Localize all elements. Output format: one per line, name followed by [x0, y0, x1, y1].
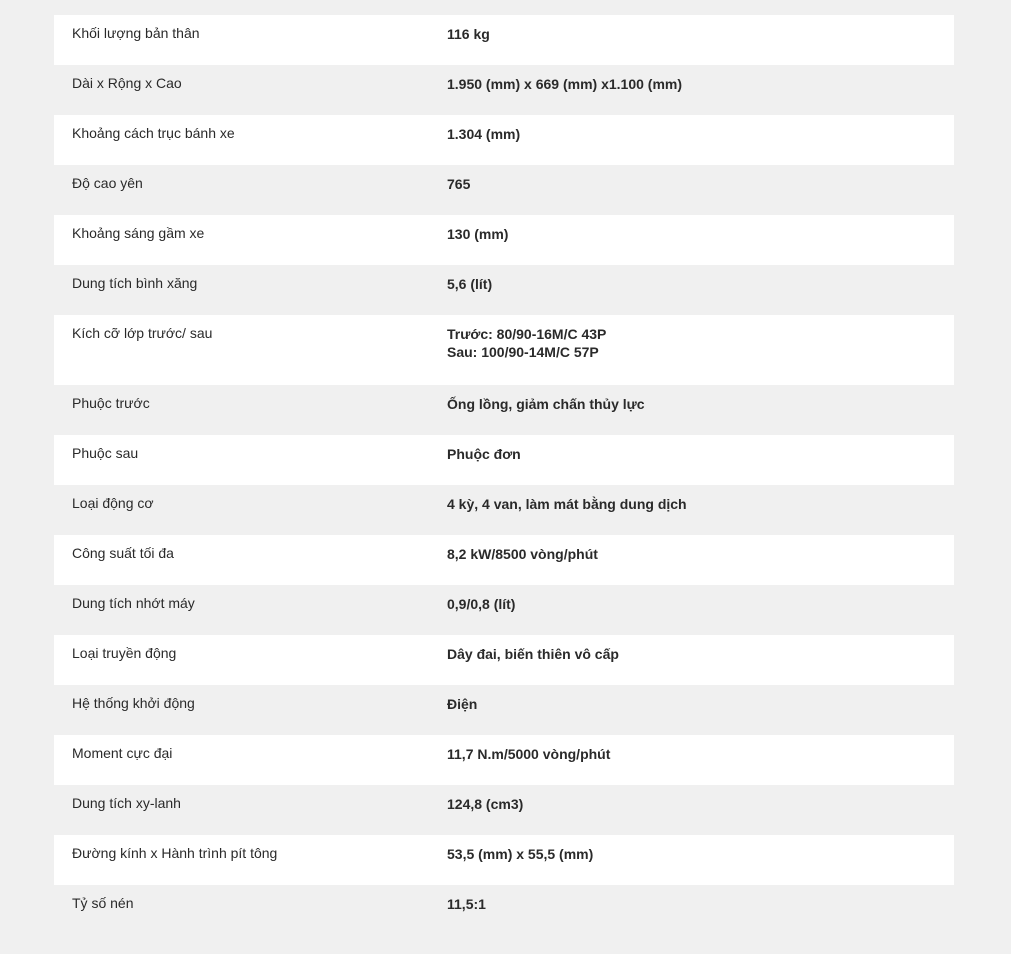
spec-row	[54, 435, 954, 485]
spec-row	[54, 115, 954, 165]
spec-row	[54, 385, 954, 435]
spec-label: Loại truyền động	[72, 645, 177, 661]
spec-row	[54, 735, 954, 785]
spec-value-line: Sau: 100/90-14M/C 57P	[447, 344, 599, 360]
spec-value: Điện	[447, 696, 478, 712]
spec-value: 0,9/0,8 (lít)	[447, 596, 516, 612]
spec-value: 116 kg	[447, 26, 490, 42]
spec-value: 53,5 (mm) x 55,5 (mm)	[447, 846, 594, 862]
spec-label: Dung tích bình xăng	[72, 275, 198, 291]
spec-value: Phuộc đơn	[447, 446, 521, 462]
spec-row	[54, 635, 954, 685]
spec-label: Khối lượng bản thân	[72, 25, 200, 41]
spec-value: 1.950 (mm) x 669 (mm) x1.100 (mm)	[447, 76, 682, 92]
spec-label: Công suất tối đa	[72, 545, 174, 561]
spec-table	[54, 15, 954, 935]
spec-value: Ống lồng, giảm chấn thủy lực	[447, 396, 645, 412]
spec-label: Tỷ số nén	[72, 895, 134, 911]
spec-row	[54, 315, 954, 385]
spec-value	[447, 325, 606, 361]
spec-value: 4 kỳ, 4 van, làm mát bằng dung dịch	[447, 496, 687, 512]
spec-label: Dung tích xy-lanh	[72, 795, 181, 811]
spec-label: Đường kính x Hành trình pít tông	[72, 845, 278, 861]
spec-value: 11,7 N.m/5000 vòng/phút	[447, 746, 611, 762]
spec-label: Kích cỡ lớp trước/ sau	[72, 325, 213, 341]
spec-row	[54, 885, 954, 935]
spec-row	[54, 585, 954, 635]
spec-value: 8,2 kW/8500 vòng/phút	[447, 546, 598, 562]
spec-row	[54, 15, 954, 65]
spec-row	[54, 685, 954, 735]
spec-label: Khoảng cách trục bánh xe	[72, 125, 235, 141]
spec-label: Dài x Rộng x Cao	[72, 75, 182, 91]
spec-value: 765	[447, 176, 471, 192]
spec-row	[54, 165, 954, 215]
spec-row	[54, 485, 954, 535]
spec-value-line: Trước: 80/90-16M/C 43P	[447, 326, 607, 342]
spec-value: Dây đai, biến thiên vô cấp	[447, 646, 619, 662]
spec-label: Phuộc trước	[72, 395, 150, 411]
spec-row	[54, 535, 954, 585]
spec-label: Độ cao yên	[72, 175, 143, 191]
spec-label: Dung tích nhớt máy	[72, 595, 195, 611]
spec-value: 130 (mm)	[447, 226, 509, 242]
spec-row	[54, 835, 954, 885]
spec-row	[54, 265, 954, 315]
spec-row	[54, 785, 954, 835]
spec-label: Khoảng sáng gầm xe	[72, 225, 205, 241]
spec-value: 1.304 (mm)	[447, 126, 521, 142]
spec-label: Loại động cơ	[72, 495, 154, 511]
spec-value: 11,5:1	[447, 896, 486, 912]
spec-label: Phuộc sau	[72, 445, 139, 461]
spec-row	[54, 65, 954, 115]
spec-value: 124,8 (cm3)	[447, 796, 524, 812]
spec-row	[54, 215, 954, 265]
spec-label: Moment cực đại	[72, 745, 173, 761]
spec-value: 5,6 (lít)	[447, 276, 493, 292]
spec-label: Hệ thống khởi động	[72, 695, 195, 711]
